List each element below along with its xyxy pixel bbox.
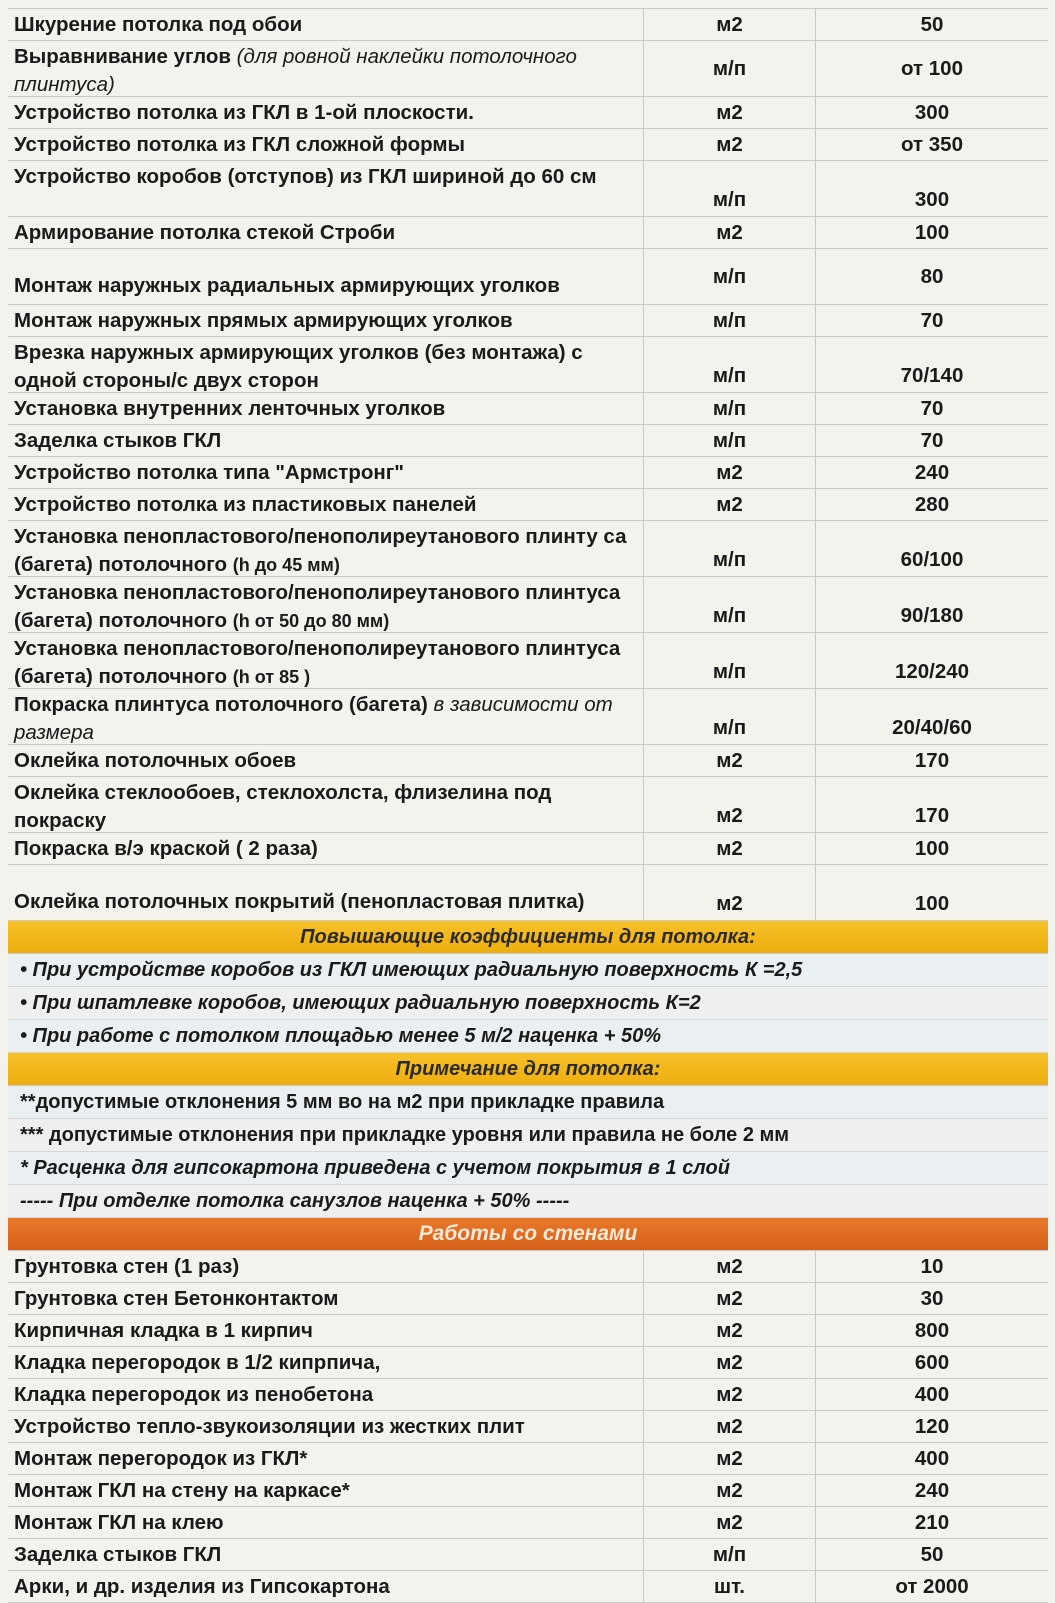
work-price: от 2000 xyxy=(895,1574,969,1598)
work-name: Установка внутренних ленточных уголков xyxy=(8,393,644,424)
work-price: 80 xyxy=(920,264,944,288)
table-row xyxy=(8,1251,1048,1283)
work-price: 10 xyxy=(920,1254,944,1278)
work-unit: м/п xyxy=(644,249,816,304)
work-unit: м2 xyxy=(644,833,816,864)
work-price: 300 xyxy=(914,100,950,124)
table-row xyxy=(8,1539,1048,1571)
price-sheet xyxy=(8,8,1048,1603)
work-name: Монтаж перегородок из ГКЛ* xyxy=(8,1443,644,1474)
work-price: 170 xyxy=(914,804,950,827)
table-row xyxy=(8,1347,1048,1379)
table-row xyxy=(8,393,1048,425)
work-price: 800 xyxy=(914,1318,950,1342)
work-price: 30 xyxy=(920,1286,944,1310)
work-price: 240 xyxy=(914,460,950,484)
work-price: 60/100 xyxy=(900,548,964,571)
work-unit: м2 xyxy=(644,1379,816,1410)
coefficient-item: • При устройстве коробов из ГКЛ имеющих радиальную поверхность К =2,5 xyxy=(8,954,1048,987)
note-item: ----- При отделке потолка санузлов наценка + 50% ----- xyxy=(8,1185,1048,1218)
ceiling-table xyxy=(8,9,1048,921)
walls-section-header: Работы со стенами xyxy=(8,1218,1048,1251)
table-row xyxy=(8,833,1048,865)
work-unit: м/п xyxy=(644,161,816,216)
work-name: Установка пенопластового/пенополиреутанового плинтуса (багета) потолочного (h от 50 до 80 мм) xyxy=(8,577,644,632)
work-unit: м/п xyxy=(644,305,816,336)
table-row xyxy=(8,425,1048,457)
work-name: Армирование потолка стекой Строби xyxy=(8,217,644,248)
work-unit: м2 xyxy=(644,1251,816,1282)
work-price: от 350 xyxy=(901,132,963,156)
work-unit: шт. xyxy=(644,1571,816,1602)
work-unit: м/п xyxy=(644,425,816,456)
work-name-size: (h от 85 ) xyxy=(232,667,311,687)
work-name: Оклейка стеклообоев, стеклохолста, флизелина под покраску xyxy=(8,777,644,832)
work-name: Выравнивание углов (для ровной наклейки потолочного плинтуса) xyxy=(8,41,644,96)
work-price: 20/40/60 xyxy=(892,716,972,739)
work-name: Устройство потолка из пластиковых панелей xyxy=(8,489,644,520)
table-row xyxy=(8,1507,1048,1539)
work-name: Монтаж ГКЛ на стену на каркасе* xyxy=(8,1475,644,1506)
note-item: * Расценка для гипсокартона приведена с учетом покрытия в 1 слой xyxy=(8,1152,1048,1185)
table-row xyxy=(8,865,1048,921)
work-name: Кладка перегородок из пенобетона xyxy=(8,1379,644,1410)
work-price: 70 xyxy=(920,428,944,452)
walls-table xyxy=(8,1251,1048,1603)
work-price: 400 xyxy=(914,1382,950,1406)
note-item: *** допустимые отклонения при прикладке уровня или правила не боле 2 мм xyxy=(8,1119,1048,1152)
work-name: Врезка наружных армирующих уголков (без монтажа) с одной стороны/с двух сторон xyxy=(8,337,644,392)
work-unit: м/п xyxy=(644,577,816,632)
work-unit: м2 xyxy=(644,1507,816,1538)
work-unit: м/п xyxy=(644,1539,816,1570)
work-unit: м2 xyxy=(644,97,816,128)
table-row xyxy=(8,129,1048,161)
work-name-size: (h до 45 мм) xyxy=(232,555,340,575)
work-name: Покраска плинтуса потолочного (багета) в зависимости от размера xyxy=(8,689,644,744)
table-row xyxy=(8,777,1048,833)
work-name: Грунтовка стен (1 раз) xyxy=(8,1251,644,1282)
table-row xyxy=(8,577,1048,633)
work-unit: м/п xyxy=(644,41,816,96)
work-price: 70 xyxy=(920,396,944,420)
work-unit: м2 xyxy=(644,129,816,160)
work-name: Оклейка потолочных покрытий (пенопластовая плитка) xyxy=(8,865,644,920)
work-unit: м2 xyxy=(644,1475,816,1506)
work-name: Грунтовка стен Бетонконтактом xyxy=(8,1283,644,1314)
work-name: Монтаж наружных прямых армирующих уголков xyxy=(8,305,644,336)
table-row xyxy=(8,305,1048,337)
work-name-note: в зависимости от размера xyxy=(14,693,613,744)
work-unit: м/п xyxy=(644,689,816,744)
work-name: Оклейка потолочных обоев xyxy=(8,745,644,776)
work-name: Заделка стыков ГКЛ xyxy=(8,1539,644,1570)
table-row xyxy=(8,489,1048,521)
work-unit: м2 xyxy=(644,9,816,40)
work-unit: м2 xyxy=(644,1347,816,1378)
work-price: 100 xyxy=(914,836,950,860)
table-row xyxy=(8,689,1048,745)
work-price: 280 xyxy=(914,492,950,516)
work-unit: м2 xyxy=(644,865,816,920)
work-unit: м2 xyxy=(644,1315,816,1346)
work-name: Устройство коробов (отступов) из ГКЛ шириной до 60 см xyxy=(8,161,644,216)
table-row xyxy=(8,457,1048,489)
table-row xyxy=(8,1379,1048,1411)
table-row xyxy=(8,41,1048,97)
work-price: 120/240 xyxy=(894,660,970,683)
table-row xyxy=(8,1475,1048,1507)
work-price: 100 xyxy=(914,892,950,915)
work-unit: м2 xyxy=(644,457,816,488)
work-price: 400 xyxy=(914,1446,950,1470)
table-row xyxy=(8,161,1048,217)
work-name: Устройство потолка из ГКЛ в 1-ой плоскости. xyxy=(8,97,644,128)
coefficient-item: • При работе с потолком площадью менее 5 м/2 наценка + 50% xyxy=(8,1020,1048,1053)
table-row xyxy=(8,633,1048,689)
note-item: **допустимые отклонения 5 мм во на м2 при прикладке правила xyxy=(8,1086,1048,1119)
work-name-size: (h от 50 до 80 мм) xyxy=(232,611,390,631)
work-name: Покраска в/э краской ( 2 раза) xyxy=(8,833,644,864)
work-unit: м2 xyxy=(644,1443,816,1474)
work-price: 210 xyxy=(914,1510,950,1534)
work-name: Заделка стыков ГКЛ xyxy=(8,425,644,456)
work-price: 70 xyxy=(920,308,944,332)
work-name: Шкурение потолка под обои xyxy=(8,9,644,40)
table-row xyxy=(8,1443,1048,1475)
table-row xyxy=(8,97,1048,129)
work-name: Монтаж наружных радиальных армирующих уголков xyxy=(8,249,644,304)
work-name: Монтаж ГКЛ на клею xyxy=(8,1507,644,1538)
work-price: 50 xyxy=(920,1542,944,1566)
work-unit: м2 xyxy=(644,745,816,776)
table-row xyxy=(8,217,1048,249)
work-price: 240 xyxy=(914,1478,950,1502)
work-price: 90/180 xyxy=(900,604,964,627)
work-price: 50 xyxy=(920,12,944,36)
table-row xyxy=(8,1571,1048,1603)
work-unit: м/п xyxy=(644,337,816,392)
work-name: Установка пенопластового/пенополиреутанового плинту са (багета) потолочного (h до 45 мм) xyxy=(8,521,644,576)
work-name: Кладка перегородок в 1/2 кипрпича, xyxy=(8,1347,644,1378)
work-unit: м/п xyxy=(644,633,816,688)
work-price: 170 xyxy=(914,748,950,772)
work-unit: м/п xyxy=(644,393,816,424)
work-name: Устройство тепло-звукоизоляции из жестких плит xyxy=(8,1411,644,1442)
work-price: от 100 xyxy=(901,56,963,80)
table-row xyxy=(8,745,1048,777)
work-unit: м2 xyxy=(644,217,816,248)
table-row xyxy=(8,1315,1048,1347)
work-unit: м2 xyxy=(644,1283,816,1314)
work-unit: м2 xyxy=(644,489,816,520)
table-row xyxy=(8,1411,1048,1443)
work-name: Установка пенопластового/пенополиреутанового плинтуса (багета) потолочного (h от 85 ) xyxy=(8,633,644,688)
work-name: Устройство потолка типа "Армстронг" xyxy=(8,457,644,488)
work-price: 300 xyxy=(914,188,950,211)
coefficient-item: • При шпатлевке коробов, имеющих радиальную поверхность К=2 xyxy=(8,987,1048,1020)
table-row xyxy=(8,1283,1048,1315)
table-row xyxy=(8,249,1048,305)
work-price: 120 xyxy=(914,1414,950,1438)
work-unit: м2 xyxy=(644,777,816,832)
table-row xyxy=(8,337,1048,393)
table-row xyxy=(8,521,1048,577)
work-unit: м/п xyxy=(644,521,816,576)
coefficients-header: Повышающие коэффициенты для потолка: xyxy=(8,921,1048,954)
table-row xyxy=(8,9,1048,41)
work-name: Устройство потолка из ГКЛ сложной формы xyxy=(8,129,644,160)
work-unit: м2 xyxy=(644,1411,816,1442)
work-name: Арки, и др. изделия из Гипсокартона xyxy=(8,1571,644,1602)
notes-header: Примечание для потолка: xyxy=(8,1053,1048,1086)
work-price: 70/140 xyxy=(900,364,964,387)
work-price: 600 xyxy=(914,1350,950,1374)
work-name-note: (для ровной наклейки потолочного плинтуса) xyxy=(14,45,577,96)
work-name: Кирпичная кладка в 1 кирпич xyxy=(8,1315,644,1346)
work-price: 100 xyxy=(914,220,950,244)
